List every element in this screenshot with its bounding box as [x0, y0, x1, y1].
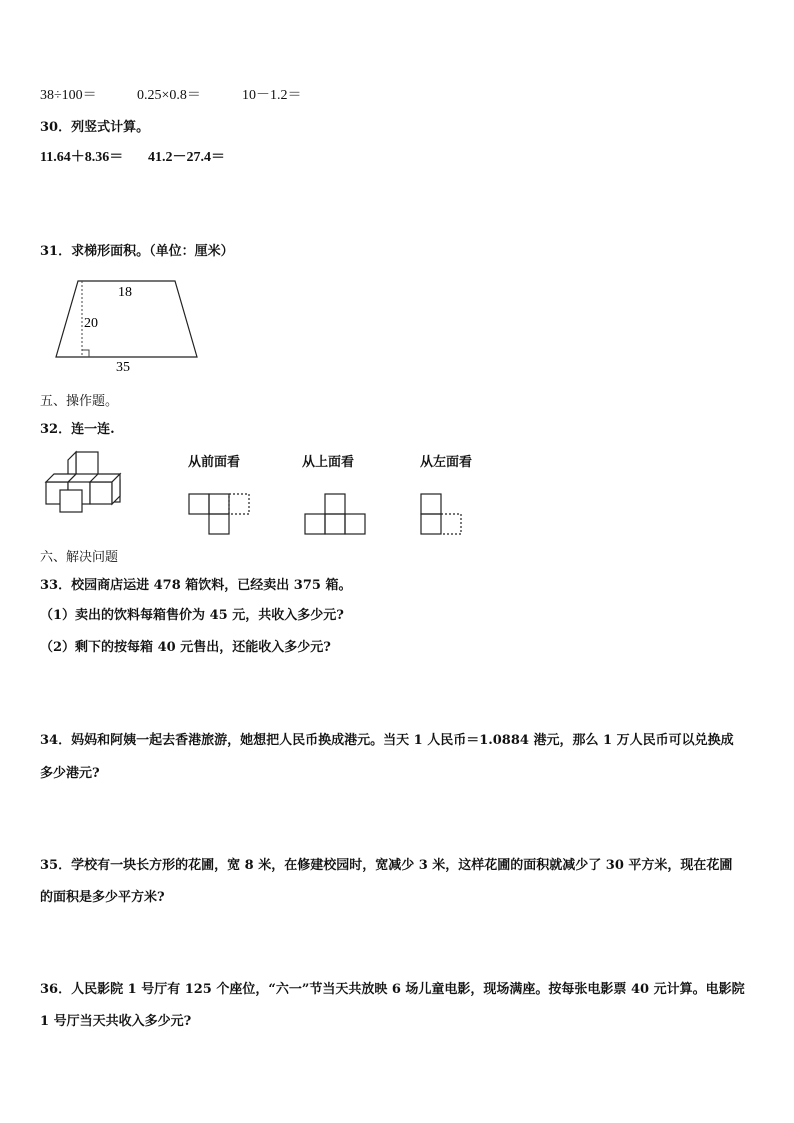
front-view-shape — [188, 493, 254, 539]
q33-title: 33．校园商店运进 478 箱饮料，已经卖出 375 箱。 — [40, 578, 352, 593]
cube-stack-figure — [42, 450, 136, 518]
q32-title: 32．连一连. — [40, 422, 115, 437]
q36-line1: 36．人民影院 1 号厅有 125 个座位，“六一”节当天共放映 6 场儿童电影，现场满座。按每张电影票 40 元计算。电影院 — [40, 982, 745, 997]
height-label: 20 — [84, 316, 98, 331]
calc-item-3: 10－1.2＝ — [242, 88, 302, 103]
section5-heading: 五、操作题。 — [40, 394, 119, 409]
calc-item-2: 0.25×0.8＝ — [137, 88, 201, 103]
q35-line2: 的面积是多少平方米? — [40, 890, 165, 905]
bottom-length-label: 35 — [116, 360, 130, 375]
top-length-label: 18 — [118, 285, 132, 300]
trapezoid-figure — [50, 275, 210, 375]
left-view-shape — [420, 493, 466, 539]
q30-expr-2: 41.2－27.4＝ — [148, 150, 225, 165]
q34-line1: 34．妈妈和阿姨一起去香港旅游，她想把人民币换成港元。当天 1 人民币＝1.0884 港元，那么 1 万人民币可以兑换成 — [40, 733, 734, 748]
q33-sub1: （1）卖出的饮料每箱售价为 45 元，共收入多少元? — [40, 608, 344, 623]
calc-item-1: 38÷100＝ — [40, 88, 97, 103]
view-label-front: 从前面看 — [188, 455, 241, 470]
q31-title: 31．求梯形面积。（单位：厘米） — [40, 244, 234, 259]
q34-line2: 多少港元? — [40, 766, 100, 781]
top-view-shape — [304, 493, 370, 539]
section6-heading: 六、解决问题 — [40, 550, 119, 565]
right-angle-mark — [82, 350, 89, 357]
q30-title: 30．列竖式计算。 — [40, 120, 150, 135]
q30-expr-1: 11.64＋8.36＝ — [40, 150, 124, 165]
q35-line1: 35．学校有一块长方形的花圃，宽 8 米，在修建校园时，宽减少 3 米，这样花圃的面积就减少了 30 平方米，现在花圃 — [40, 858, 733, 873]
view-label-left: 从左面看 — [420, 455, 473, 470]
view-label-top: 从上面看 — [302, 455, 355, 470]
q33-sub2: （2）剩下的按每箱 40 元售出，还能收入多少元? — [40, 640, 331, 655]
q36-line2: 1 号厅当天共收入多少元? — [40, 1014, 192, 1029]
